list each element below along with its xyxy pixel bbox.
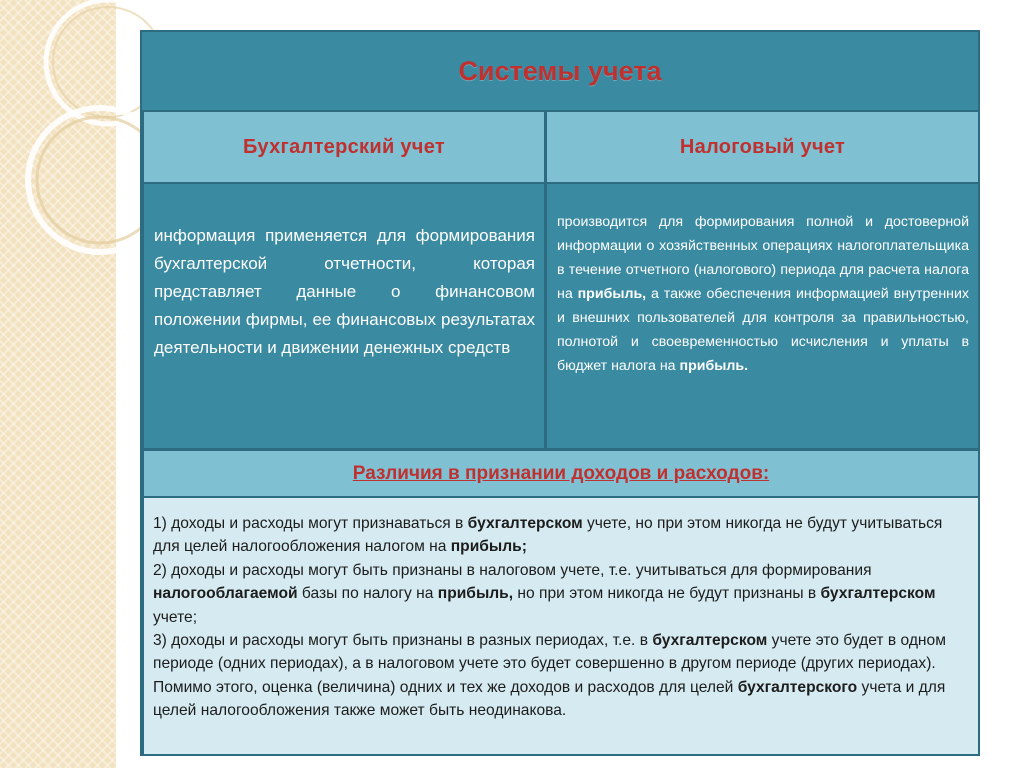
bold-term: бухгалтерском (820, 585, 936, 603)
page-title: Системы учета (142, 32, 978, 110)
difference-note (153, 676, 966, 723)
bold-term: налогооблагаемой (153, 585, 298, 603)
bold-term: бухгалтерском (467, 515, 583, 532)
tax-description (547, 184, 978, 448)
bold-term: прибыль. (679, 358, 749, 374)
text-run: но при этом никогда не будут признаны в (513, 585, 821, 603)
differences-body (144, 498, 978, 754)
differences-header: Различия в признании доходов и расходов: (144, 451, 978, 496)
text-run: 1) доходы и расходы могут признаваться в (153, 515, 468, 532)
text-run: 2) доходы и расходы могут быть признаны в налоговом учете, т.е. учитываться для формирования (153, 561, 872, 579)
text-run: учете, но при этом никогда не будут учитываться для целей налогообложения налогом на (153, 515, 943, 556)
bold-term: прибыль, (437, 585, 514, 603)
difference-item-2 (153, 559, 966, 629)
header-tax: Налоговый учет (547, 112, 978, 182)
text-run: учета и для целей налогообложения также может быть неодинакова. (153, 678, 946, 720)
text-run: 3) доходы и расходы могут быть признаны в разных периодах, т.е. в (153, 632, 653, 650)
header-accounting: Бухгалтерский учет (144, 112, 544, 182)
difference-item-1 (153, 512, 966, 559)
accounting-description: информация применяется для формирования бухгалтерской отчетности, которая представляет данные о финансовом положении фирмы, ее финансовых результатах деятельности и движении денежных средств (144, 184, 544, 448)
bold-term: бухгалтерского (737, 678, 858, 696)
comparison-table (140, 30, 980, 756)
text-run: производится для формирования полной и достоверной информации о хозяйственных операциях налогоплательщика в течение отчетного (налогового) периода для расчета налога на (557, 214, 969, 302)
text-run: учете это будет в одном периоде (одних периодах), а в налоговом учете это будет совершенно в другом периоде (других периодах). (153, 632, 946, 673)
bold-term: прибыль, (577, 286, 647, 302)
text-run: базы по налогу на (297, 585, 438, 603)
difference-item-3 (153, 629, 966, 676)
bold-term: прибыль; (450, 538, 527, 556)
text-run: а также обеспечения информацией внутренних и внешних пользователей для контроля за правильностью, полнотой и своевременностью исчисления и уплаты в бюджет налога на (557, 286, 970, 374)
text-run: Помимо этого, оценка (величина) одних и тех же доходов и расходов для целей (153, 678, 738, 696)
bold-term: бухгалтерском (652, 632, 768, 650)
text-run: учете; (153, 608, 198, 626)
